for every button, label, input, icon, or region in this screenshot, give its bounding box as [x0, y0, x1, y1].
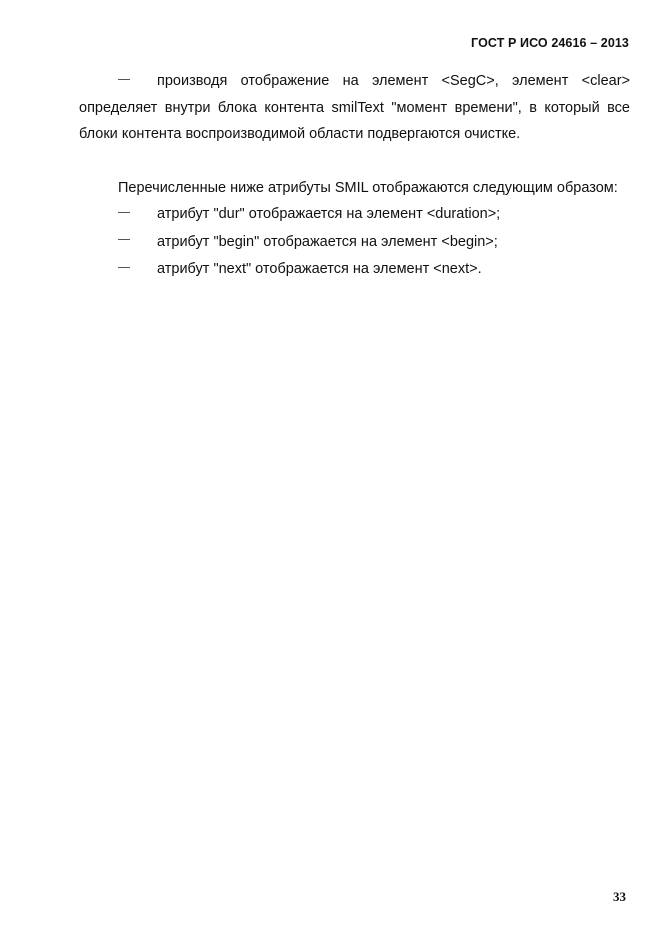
dash-marker — [118, 212, 130, 213]
document-header: ГОСТ Р ИСО 24616 – 2013 — [471, 36, 629, 50]
intro-paragraph — [79, 68, 630, 148]
dash-marker — [118, 239, 130, 240]
list-item-text: атрибут "dur" отображается на элемент <duration>; — [157, 206, 501, 222]
dash-marker — [118, 79, 130, 80]
intro-paragraph-text: производя отображение на элемент <SegC>, элемент <clear> определяет внутри блока контента smilText "момент времени", в который все блоки контента воспроизводимой области подвергаются очистке. — [79, 73, 630, 142]
list-item-text: атрибут "next" отображается на элемент <next>. — [157, 261, 482, 277]
list-item — [79, 256, 630, 284]
mapping-paragraph: Перечисленные ниже атрибуты SMIL отображаются следующим образом: — [118, 179, 618, 196]
dash-marker — [118, 267, 130, 268]
list-item-text: атрибут "begin" отображается на элемент <begin>; — [157, 233, 498, 250]
page-number: 33 — [613, 889, 626, 904]
list-item — [79, 229, 630, 257]
attribute-list — [79, 201, 630, 284]
list-item — [79, 201, 630, 229]
document-body — [79, 68, 630, 284]
